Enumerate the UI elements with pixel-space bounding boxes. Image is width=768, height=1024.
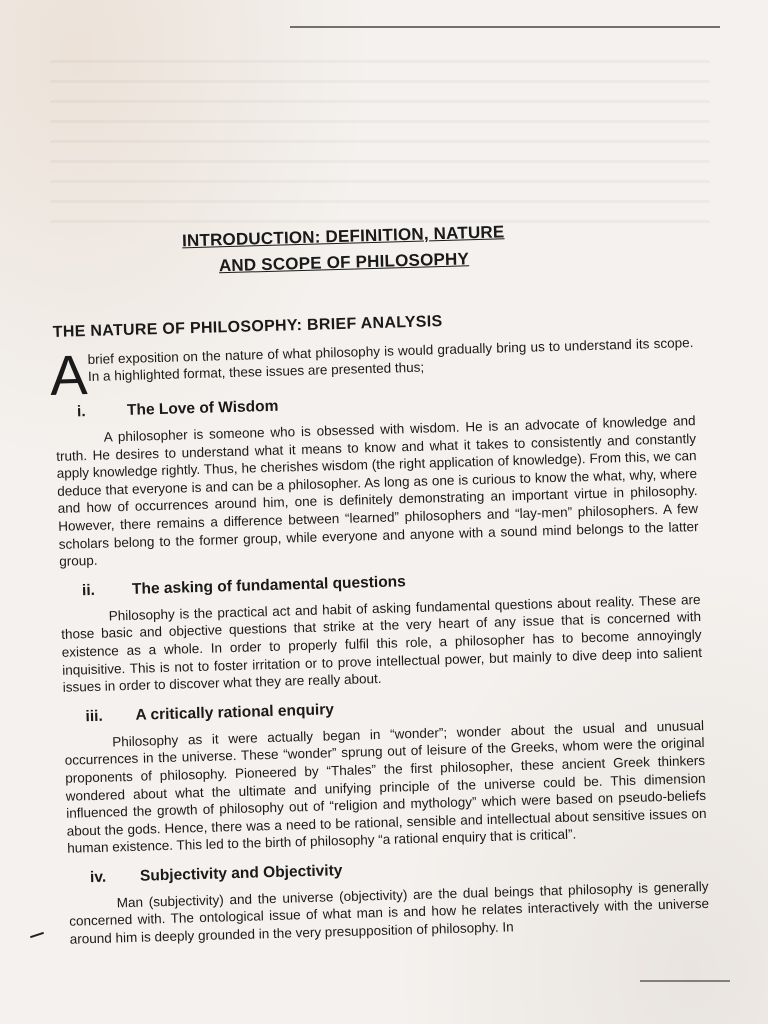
section-heading: THE NATURE OF PHILOSOPHY: BRIEF ANALYSIS xyxy=(52,313,443,341)
subsection-number: ii. xyxy=(81,581,96,599)
drop-cap: A xyxy=(49,343,89,408)
subsection-2 xyxy=(60,565,703,697)
subsection-body: Philosophy is the practical act and habit of asking fundamental questions about reality. These are those basic and objective questions that strike at the very heart of any issue that is concerned with existence as a whole. In order to properly fulfil this role, a philosopher has to become annoyingly inquisitive. This is not to foster irritation or to prove intellectual power, but mainly to dive deep into salient issues in order to discover what they are really about. xyxy=(61,591,703,695)
subsection-body: Man (subjectivity) and the universe (objectivity) are the dual beings that philosophy is generally concerned with. The ontological issue of what man is and how he relates interactively with the universe around him is deeply grounded in the very presupposition of philosophy. In xyxy=(69,878,710,947)
title-line-1: INTRODUCTION: DEFINITION, NATURE xyxy=(181,222,505,251)
document-content xyxy=(50,214,710,948)
subsection-body: A philosopher is someone who is obsessed with wisdom. He is an advocate of knowledge and truth. He desires to understand what it means to know and what it takes to consistently and constantly apply knowledge rightly. Thus, he cherishes wisdom (the right application of knowledge). From this, we can deduce that everyone is and can be a philosopher. As long as one is curious to know the what, why, where and how of occurrences around him, one is definitely demonstrating an important virtue in philosophy. However, there remains a difference between “learned” philosophers and “lay-men” philosophers. A few scholars belong to the former group, while everyone and anyone with a sound mind belongs to the latter group. xyxy=(56,413,699,570)
title-line-2: AND SCOPE OF PHILOSOPHY xyxy=(218,249,470,276)
subsection-1 xyxy=(55,386,699,571)
margin-pen-mark xyxy=(30,932,44,938)
page-edge-line-bottom xyxy=(640,980,730,982)
subsection-body: Philosophy as it were actually began in “wonder”; wonder about the usual and unusual occurrences in the universe. These “wonder” sprung out of leisure of the Greeks, whom were the original proponents of philosophy. Pioneered by “Thales” the first philosopher, these ancient Greek thinkers wondered about what the ultimate and unifying principle of the universe could be. This dimension influenced the growth of philosophy out of “religion and mythology” which were based on pseudo-beliefs about the gods. Hence, there was a need to be rational, sensible and intellectual about sensitive issues on human existence. This led to the birth of philosophy “a rational enquiry that is critical”. xyxy=(64,717,707,857)
bleed-through-text xyxy=(50,60,710,240)
subsection-number: iv. xyxy=(89,868,107,887)
subsection-title: The asking of fundamental questions xyxy=(131,572,407,598)
subsection-number: i. xyxy=(76,403,86,421)
page-edge-line xyxy=(290,26,720,28)
intro-text: brief exposition on the nature of what philosophy is would gradually bring us to understand its scope. In a highlighted format, these issues are presented thus; xyxy=(87,335,694,384)
subsection-title: Subjectivity and Objectivity xyxy=(139,861,343,885)
subsection-title: A critically rational enquiry xyxy=(135,700,335,724)
subsection-3 xyxy=(63,691,707,858)
subsection-4 xyxy=(68,852,710,949)
subsection-number: iii. xyxy=(85,707,104,725)
subsection-title: The Love of Wisdom xyxy=(126,397,279,419)
